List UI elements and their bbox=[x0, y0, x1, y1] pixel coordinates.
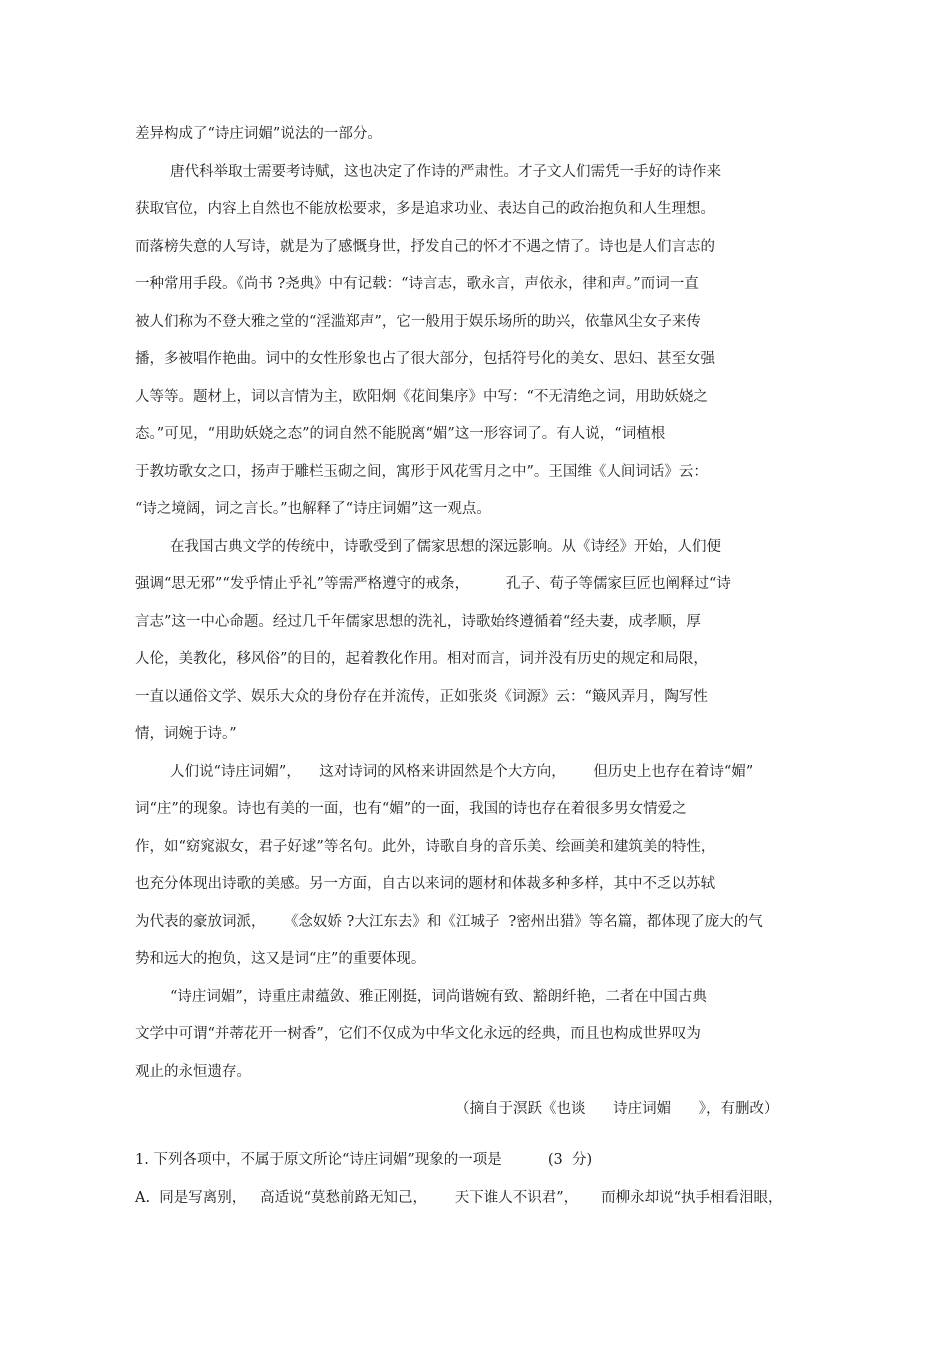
text-line: 人们说“诗庄词媚”， 这对诗词的风格来讲固然是个大方向， 但历史上也存在着诗“媚” bbox=[170, 764, 754, 780]
text-line: 为代表的豪放词派， 《念奴娇 ?大江东去》和《江城子 ?密州出猎》等名篇，都体现了庞大的气 bbox=[135, 914, 763, 930]
text-line: 势和远大的抱负，这又是词“庄”的重要体现。 bbox=[135, 951, 426, 967]
text-line: 差异构成了“诗庄词媚”说法的一部分。 bbox=[135, 126, 382, 142]
text-line: 播，多被唱作艳曲。词中的女性形象也占了很大部分，包括符号化的美女、思妇、甚至女强 bbox=[135, 351, 715, 367]
text-line: 情，词婉于诗。” bbox=[135, 726, 237, 742]
text-line: 获取官位，内容上自然也不能放松要求，多是追求功业、表达自己的政治抱负和人生理想。 bbox=[135, 201, 715, 217]
question-option-a: A. 同是写离别， 高适说“莫愁前路无知己， 天下谁人不识君”， 而柳永却说“执手相看泪眼， bbox=[135, 1190, 783, 1206]
text-line: 被人们称为不登大雅之堂的“淫滥郑声”，它一般用于娱乐场所的助兴，依靠风尘女子来传 bbox=[135, 314, 701, 330]
text-line: “诗之境阔，词之言长。”也解释了“诗庄词媚”这一观点。 bbox=[135, 501, 491, 517]
text-line: 而落榜失意的人写诗，就是为了感慨身世，抒发自己的怀才不遇之情了。诗也是人们言志的 bbox=[135, 239, 715, 255]
text-line: 作，如“窈窕淑女，君子好逑”等名句。此外，诗歌自身的音乐美、绘画美和建筑美的特性， bbox=[135, 839, 716, 855]
text-line: 于教坊歌女之口，扬声于雕栏玉砌之间，寓形于风花雪月之中”。王国维《人间词话》云： bbox=[135, 464, 708, 480]
text-line: 强调“思无邪”“发乎情止乎礼”等需严格遵守的戒条， 孔子、荀子等儒家巨匠也阐释过“诗 bbox=[135, 576, 731, 592]
text-line: 态。”可见，“用助妖娆之态”的词自然不能脱离“媚”这一形容词了。有人说，“词植根 bbox=[135, 426, 666, 442]
question-stem: 1. 下列各项中，不属于原文所论“诗庄词媚”现象的一项是 (3 分) bbox=[135, 1152, 593, 1168]
text-line: 也充分体现出诗歌的美感。另一方面，自古以来词的题材和体裁多种多样，其中不乏以苏轼 bbox=[135, 876, 715, 892]
text-line: 唐代科举取士需要考诗赋，这也决定了作诗的严肃性。才子文人们需凭一手好的诗作来 bbox=[170, 164, 721, 180]
text-line: 人等等。题材上，词以言情为主，欧阳炯《花间集序》中写：“不无清绝之词，用助妖娆之 bbox=[135, 389, 708, 405]
text-line: 一种常用手段。《尚书 ?尧典》中有记载：“诗言志，歌永言，声依永，律和声。”而词一直 bbox=[135, 276, 699, 292]
text-line: 在我国古典文学的传统中，诗歌受到了儒家思想的深远影响。从《诗经》开始，人们便 bbox=[170, 539, 721, 555]
text-line: 文学中可谓“并蒂花开一树香”，它们不仅成为中华文化永远的经典，而且也构成世界叹为 bbox=[135, 1026, 701, 1042]
text-line: 观止的永恒遗存。 bbox=[135, 1064, 251, 1080]
source-citation: （摘自于溟跃《也谈 诗庄词媚 》，有删改） bbox=[455, 1101, 779, 1117]
text-line: 人伦，美教化，移风俗”的目的，起着教化作用。相对而言，词并没有历史的规定和局限， bbox=[135, 651, 708, 667]
text-line: “诗庄词媚”，诗重庄肃蕴敛、雅正刚挺，词尚谐婉有致、豁朗纤艳，二者在中国古典 bbox=[170, 989, 707, 1005]
text-line: 词“庄”的现象。诗也有美的一面，也有“媚”的一面，我国的诗也存在着很多男女情爱之 bbox=[135, 801, 687, 817]
text-line: 言志”这一中心命题。经过几千年儒家思想的洗礼，诗歌始终遵循着“经夫妻，成孝顺，厚 bbox=[135, 614, 701, 630]
text-line: 一直以通俗文学、娱乐大众的身份存在并流传，正如张炎《词源》云：“簸风弄月，陶写性 bbox=[135, 689, 708, 705]
